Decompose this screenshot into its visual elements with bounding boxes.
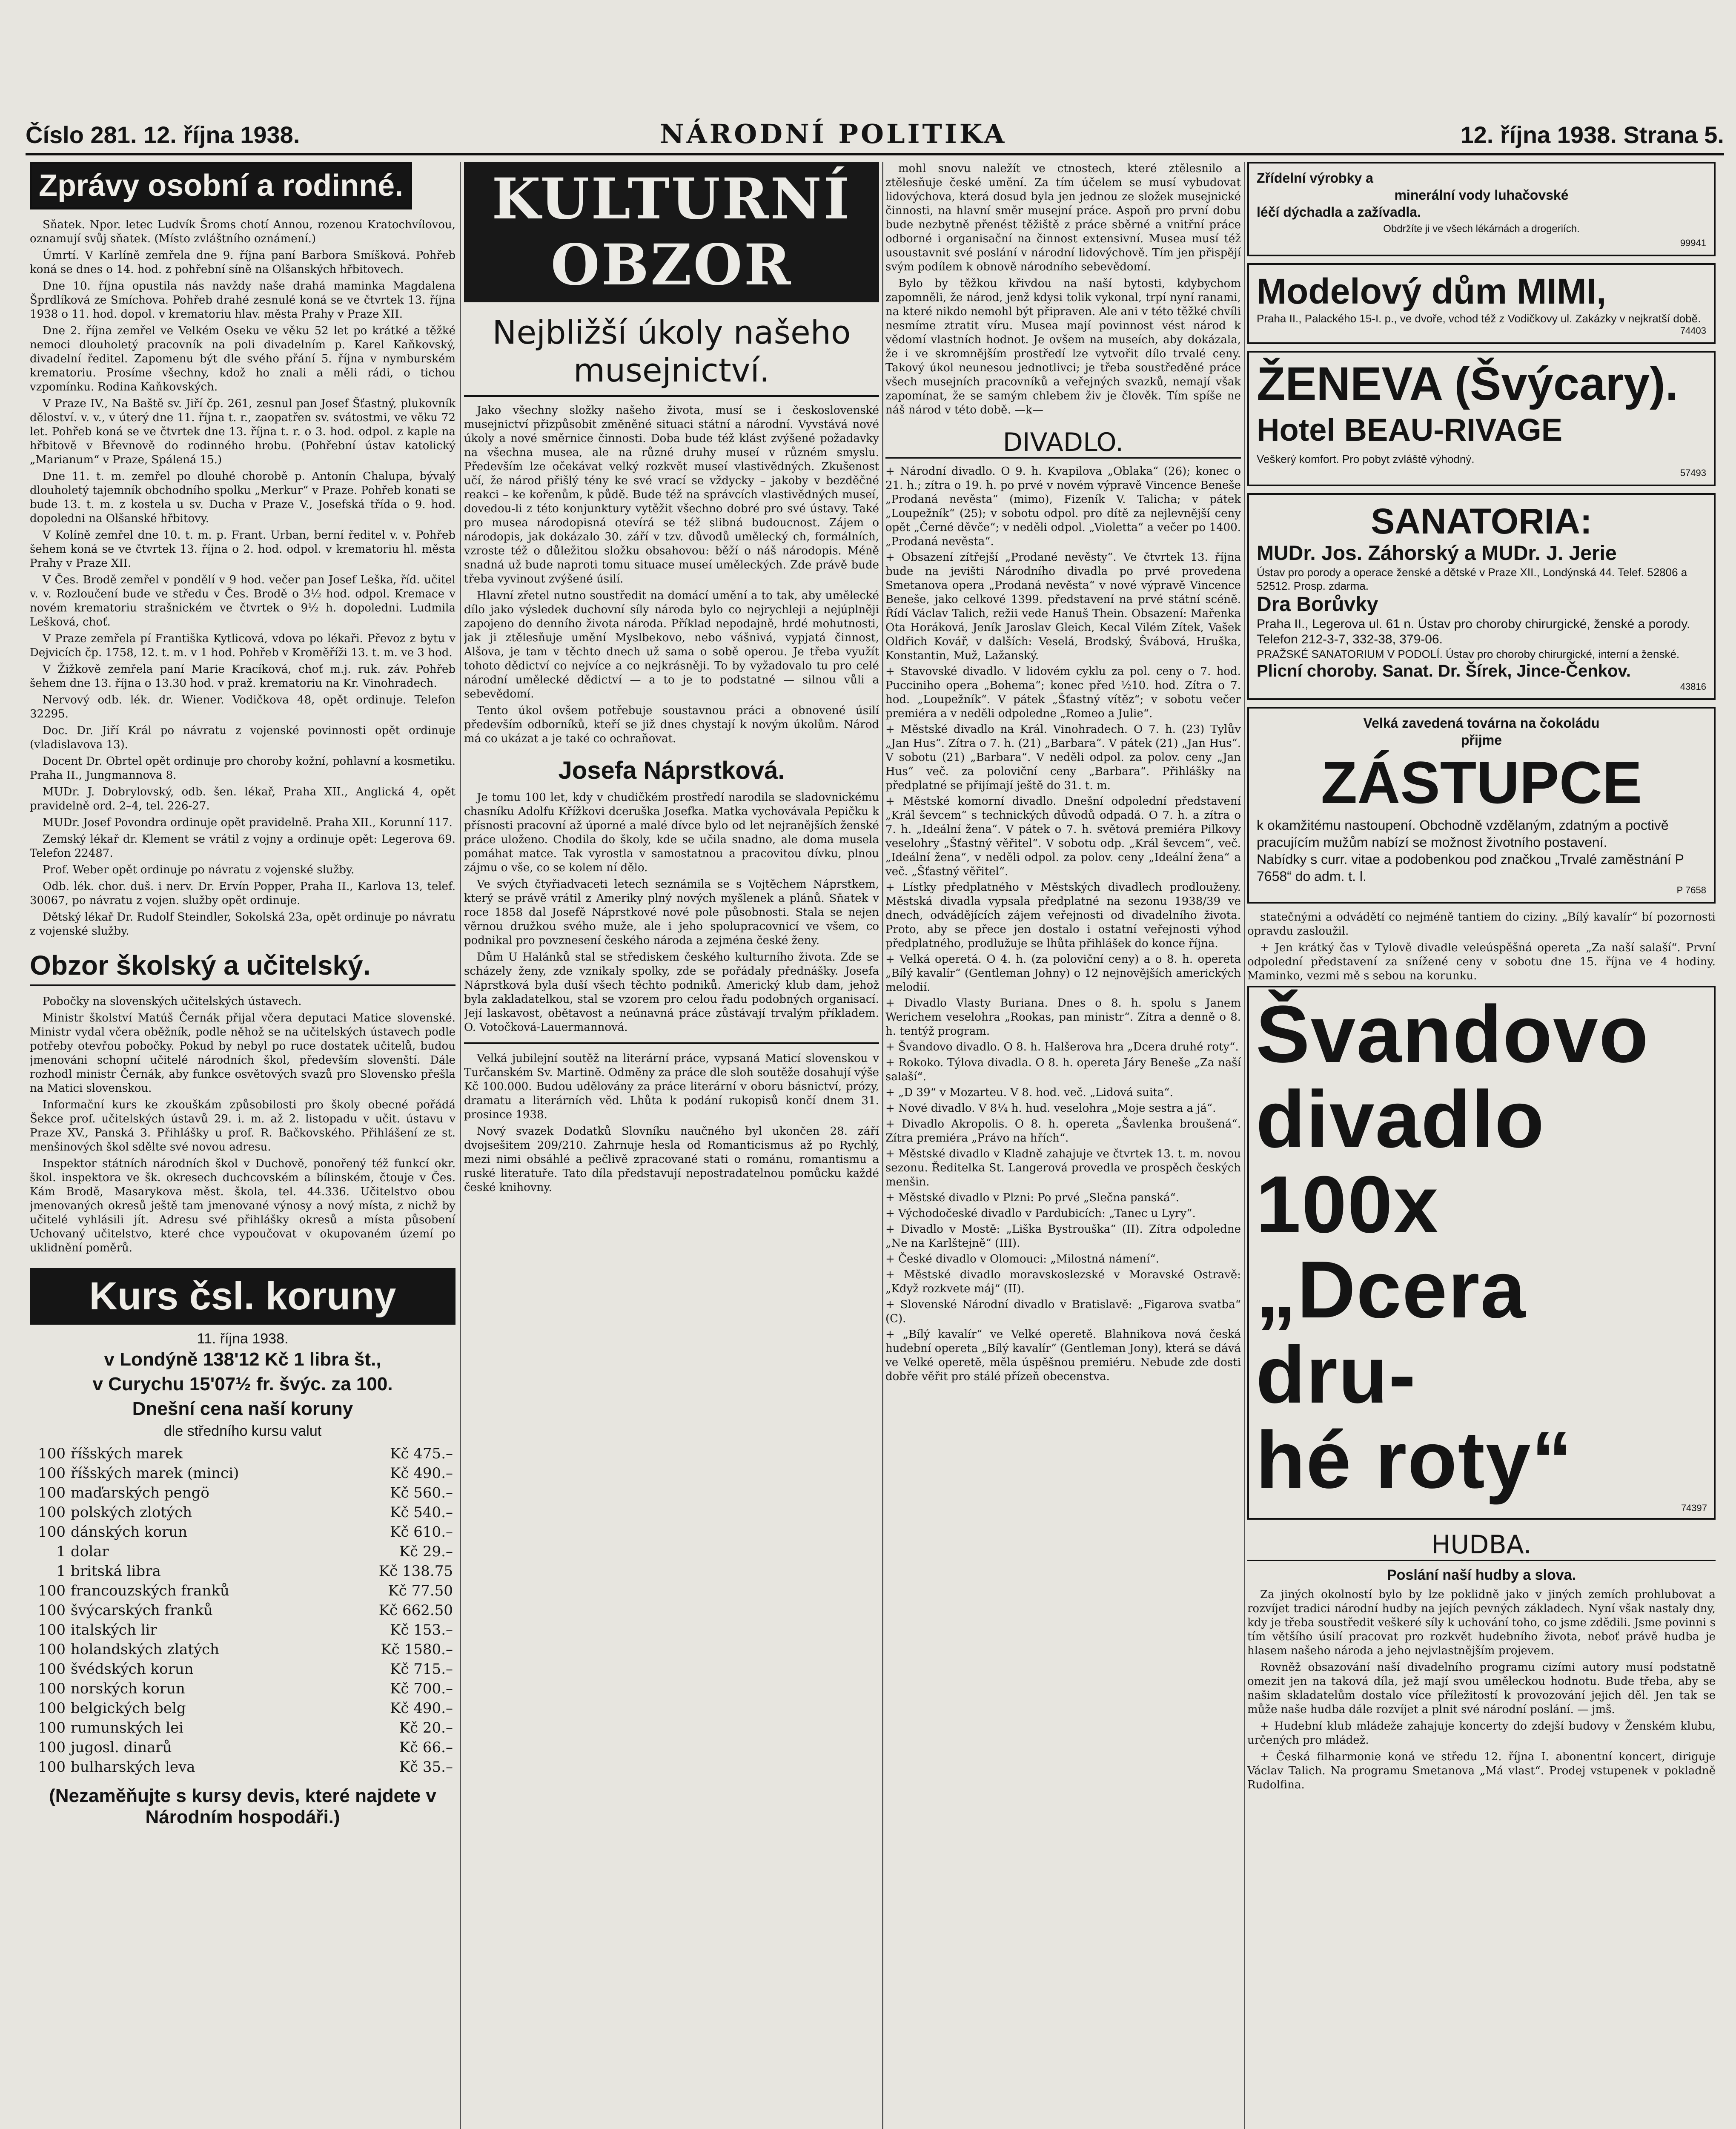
currency-label: dánských korun bbox=[71, 1524, 188, 1541]
ad-chocolate-line2: přijme bbox=[1461, 732, 1502, 748]
section-heading-school: Obzor školský a učitelský. bbox=[30, 950, 455, 986]
ad-chocolate-title: ZÁSTUPCE bbox=[1321, 749, 1642, 816]
currency-row bbox=[30, 1757, 455, 1777]
theatre-listing: + Slovenské Národní divadlo v Bratislavě: „Figarova svatba“ (C). bbox=[885, 1298, 1241, 1325]
column-divider bbox=[1244, 162, 1245, 2129]
theatre-listing: + Nové divadlo. V 8¼ h. hud. veselohra „Moje sestra a já“. bbox=[885, 1102, 1216, 1115]
ad-svandovo-line1: Švandovo bbox=[1256, 989, 1649, 1079]
ad-code: 57493 bbox=[1680, 468, 1706, 478]
currency-val: Kč 138.75 bbox=[378, 1563, 453, 1580]
currency-val: Kč 153.– bbox=[390, 1621, 453, 1638]
personal-notice: Nervový odb. lék. dr. Wiener. Vodičkova 48, opět ordinuje. Telefon 32295. bbox=[30, 694, 455, 720]
currency-label: rumunských lei bbox=[71, 1719, 184, 1736]
currency-row bbox=[30, 1601, 455, 1620]
culture-notice: Velká jubilejní soutěž na literární práce, vypsaná Maticí slovenskou v Turčanském Sv. Martině. Odměny za práce dle sloh soutěže dosahují výše Kč 100.000. Budou udělovány za práce literární v oboru básnictví, prózy, dramatu a literárních věd. Lhůta k podání rukopisů končí dnem 31. prosince 1938. bbox=[464, 1052, 879, 1121]
currency-num: 100 bbox=[38, 1504, 66, 1521]
ad-sanatoria-text1: Ústav pro porody a operace ženské a dětské v Praze XII., Londýnská 44. Telef. 52806 a 52512. Prosp. zdarma. bbox=[1257, 566, 1687, 592]
personal-notice: V Praze zemřela pí Františka Kytlicová, vdova po lékaři. Převoz z bytu v Dejvicích čp. 1758, 12. t. m. v 1 hod. Pohřeb v Kroměříži 13. t. m. ve 3 hod. bbox=[30, 632, 455, 659]
currency-num: 100 bbox=[38, 1465, 66, 1482]
personal-notice: MUDr. J. Dobrylovský, odb. šen. lékař, Praha XII., Anglická 4, opět pravidelně ord. 2–4, tel. 226-27. bbox=[30, 786, 455, 812]
column-culture bbox=[464, 162, 879, 2129]
ad-mimi bbox=[1247, 263, 1716, 344]
culture-section-title: KULTURNÍ OBZOR bbox=[464, 162, 879, 302]
ad-code: 74403 bbox=[1680, 325, 1706, 336]
article-museums-title: Nejbližší úkoly našeho musejnictví. bbox=[464, 313, 879, 397]
currency-label: italských lir bbox=[71, 1621, 157, 1638]
currency-val: Kč 715.– bbox=[390, 1661, 453, 1678]
theatre-listing: + Východočeské divadlo v Pardubicích: „Tanec u Lyry“. bbox=[885, 1207, 1196, 1220]
currency-val: Kč 662.50 bbox=[378, 1602, 453, 1619]
personal-notice: Dne 2. října zemřel ve Velkém Oseku ve věku 52 let po krátké a těžké nemoci dlouholetý pracovník na poli divadelním p. Karel Kaňkovský, divadelní ředitel. Zapomenu být dle svého přání 5. října v nymburském krematoriu. Prosíme všechny, kdož ho znali a měli rádi, o tichou vzpomínku. Rodina Kaňkovských. bbox=[30, 324, 455, 393]
currency-heading: Kurs čsl. koruny bbox=[30, 1268, 455, 1325]
ad-luhacovice-line2: minerální vody luhačovské bbox=[1394, 187, 1569, 203]
theatre-listing: + Divadlo v Mostě: „Liška Bystrouška“ (II). Zítra odpoledne „Ne na Karlštejně“ (III). bbox=[885, 1223, 1241, 1250]
ad-chocolate-contact: Nabídky s curr. vitae a podobenkou pod značkou „Trvalé zaměstnání P 7658“ do adm. t. l. bbox=[1257, 852, 1684, 884]
currency-label: norských korun bbox=[71, 1680, 185, 1697]
currency-row bbox=[30, 1581, 455, 1601]
school-notice: Pobočky na slovenských učitelských ústavech. bbox=[43, 995, 302, 1008]
museums-continuation bbox=[885, 162, 1241, 417]
ad-luhacovice bbox=[1247, 162, 1716, 256]
theatre-listing: + Městské divadlo v Kladně zahajuje ve čtvrtek 13. t. m. novou sezonu. Ředitelka St. Langerová provedla ve prospěch českých menšin. bbox=[885, 1148, 1241, 1188]
ad-luhacovice-line4: Obdržíte ji ve všech lékárnách a drogeriích. bbox=[1383, 223, 1580, 235]
currency-num: 100 bbox=[38, 1641, 66, 1658]
currency-row bbox=[30, 1463, 455, 1483]
column-divider bbox=[460, 162, 461, 2129]
theatre-listing: + Městské divadlo v Plzni: Po prvé „Slečna panská“. bbox=[885, 1191, 1180, 1204]
london-rate: v Londýně 138'12 Kč 1 libra št., bbox=[104, 1349, 381, 1370]
currency-row bbox=[30, 1503, 455, 1522]
music-article bbox=[1247, 1588, 1716, 1792]
currency-val: Kč 475.– bbox=[390, 1445, 453, 1462]
personal-notice: Odb. lék. chor. duš. i nerv. Dr. Ervín Popper, Praha II., Karlova 13, telef. 30067, po návratu z vojen. služby opět ordinuje. bbox=[30, 880, 455, 907]
currency-subheading: Dnešní cena naší koruny bbox=[132, 1398, 353, 1419]
currency-num: 100 bbox=[38, 1582, 66, 1599]
ad-geneva bbox=[1247, 351, 1716, 486]
currency-val: Kč 29.– bbox=[399, 1543, 453, 1560]
ad-chocolate-text: k okamžitému nastoupení. Obchodně vzdělaným, zdatným a poctivě pracujícím mužům nabízí se možnost životního postavení. bbox=[1257, 818, 1669, 850]
theatre-listing: + Švandovo divadlo. O 8. h. Halšerova hra „Dcera druhé roty“. bbox=[885, 1041, 1239, 1053]
column-personal-news bbox=[30, 162, 455, 2129]
currency-label: polských zlotých bbox=[71, 1504, 192, 1521]
masthead bbox=[26, 115, 1724, 155]
currency-val: Kč 77.50 bbox=[388, 1582, 453, 1599]
article-naprstkova-body bbox=[464, 791, 879, 1035]
ad-mimi-title: Modelový dům MIMI, bbox=[1257, 271, 1607, 311]
ad-sanatoria-doctors: MUDr. Jos. Záhorský a MUDr. J. Jerie bbox=[1257, 542, 1617, 565]
currency-label: francouzských franků bbox=[71, 1582, 229, 1599]
divider bbox=[464, 1042, 879, 1044]
theatre-listing: + „D 39“ v Mozarteu. V 8. hod. več. „Lidová suita“. bbox=[885, 1086, 1173, 1099]
currency-label: holandských zlatých bbox=[71, 1641, 220, 1658]
ad-chocolate-line1: Velká zavedená továrna na čokoládu bbox=[1363, 715, 1600, 731]
ad-luhacovice-line3: léčí dýchadla a zažívadla. bbox=[1257, 204, 1421, 220]
currency-val: Kč 490.– bbox=[390, 1700, 453, 1717]
personal-notice: Prof. Weber opět ordinuje po návratu z vojenské služby. bbox=[43, 864, 355, 876]
currency-row bbox=[30, 1483, 455, 1503]
currency-num: 100 bbox=[38, 1602, 66, 1619]
personal-notice: Doc. Dr. Jiří Král po návratu z vojenské povinnosti opět ordinuje (vladislavova 13). bbox=[30, 724, 455, 751]
column-ads-music bbox=[1247, 162, 1716, 2129]
ad-geneva-title: ŽENEVA (Švýcary). bbox=[1257, 358, 1679, 410]
currency-row bbox=[30, 1738, 455, 1757]
theatre-listing: + Národní divadlo. O 9. h. Kvapilova „Oblaka“ (26); konec o 21. h.; zítra o 19. h. po prvé v novém výpravě Vincence Beneše „Prodaná nevěsta“ (mimo), Fizeník V. Talicha; v pátek „Loupežník“ (25); v sobotu odpol. pro dítě za nejlevnější ceny opět „Černé děvče“; v neděli odpol. „Violetta“ a večer po 1400. „Prodaná nevěsta“. bbox=[885, 465, 1241, 548]
article-paragraph: mohl snovu naležít ve ctnostech, které ztělesnilo a ztělesňuje české umění. Za tím účelem se musí vybudovat lidovýchova, která dosud byla jen jednou ze složek musejnické činnosti, na hlavní směr musejní práce. Aspoň pro první dobu bude nezbytně přenést těžiště z práce sběrné a vnitřní práce odborné i organisační na činnost extensivní. Musea musí též usoustavnit své poslání v národní lidovýchově. Tím jen přispějí svým podílem k obnově národního sebevědomí. bbox=[885, 162, 1241, 273]
currency-row bbox=[30, 1522, 455, 1542]
currency-num: 1 bbox=[56, 1543, 66, 1560]
ad-code: 74397 bbox=[1681, 1503, 1707, 1513]
theatre-listing: + Velká operetá. O 4. h. (za poloviční ceny) a o 8. h. opereta „Bílý kavalír“ (Gentleman Johny) o 12 nejnovějších amerických melodií. bbox=[885, 953, 1241, 994]
ad-code: P 7658 bbox=[1676, 885, 1706, 895]
currency-val: Kč 540.– bbox=[390, 1504, 453, 1521]
currency-num: 100 bbox=[38, 1621, 66, 1638]
currency-num: 100 bbox=[38, 1680, 66, 1697]
bily-kavalir-end: statečnými a odvádětí co nejméně tantiem do ciziny. „Bílý kavalír“ bí pozornosti opravdu zasloužil. bbox=[1247, 911, 1716, 938]
personal-notice: V Čes. Brodě zemřel v pondělí v 9 hod. večer pan Josef Leška, říd. učitel v. v. Rozloučení bude ve středu v Čes. Brodě o 3½ hod. odpol. Kremace v novém krematoriu strašnickém ve čtvrtek o 9½ h. dopoledni. Ludmila Lešková, choť. bbox=[30, 574, 455, 628]
section-heading-theatre: DIVADLO. bbox=[885, 428, 1241, 459]
currency-val: Kč 1580.– bbox=[381, 1641, 453, 1658]
currency-val: Kč 700.– bbox=[390, 1680, 453, 1697]
tyl-theatre-note: + Jen krátký čas v Tylově divadle veleúspěšná opereta „Za naší salaší“. První odpolední představení za snížené ceny v sobotu dne 15. října ve 4 hodiny. Maminko, vezmi mě s sebou na korunku. bbox=[1247, 941, 1716, 982]
article-paragraph: Bylo by těžkou křivdou na naší bytosti, kdybychom zapomněli, že národ, jenž kdysi tolik vykonal, trpí nyní ranami, na které nikdo nemohl být připraven. Ale ani v této těžké chvíli nesmíme ztratit víru. Musea mají povinnost vést národ k vědomí vlastních hodnot. Je ovšem na museích, aby dokázala, že i ve skromnějším prostředí lze vytvořit dílo trvalé ceny. Takový úkol neunesou jednotlivci; je třeba soustředěné práce všech musejních pracovníků a veřejných svazků, nemají však zapomínat, že se samým chlebem živ je člověk. Tím spíše ne náš národ v této době. —k— bbox=[885, 277, 1241, 416]
currency-table bbox=[30, 1444, 455, 1777]
currency-label: švýcarských franků bbox=[71, 1602, 213, 1619]
personal-notice: MUDr. Josef Povondra ordinuje opět pravidelně. Praha XII., Korunní 117. bbox=[43, 816, 453, 829]
currency-label: bulharských leva bbox=[71, 1759, 195, 1776]
theatre-listing: + Divadlo Vlasty Buriana. Dnes o 8. h. spolu s Janem Werichem veselohra „Rookas, pan ministr“. Zítra a denně o 8. h. tentýž program. bbox=[885, 997, 1241, 1038]
ad-sanatoria-lungs: Plicní choroby. Sanat. Dr. Šírek, Jince-Čenkov. bbox=[1257, 662, 1631, 680]
currency-label: švédských korun bbox=[71, 1661, 194, 1678]
article-paragraph: Hlavní zřetel nutno soustředit na domácí umění a to tak, aby umělecké dílo jako výsledek duchovní síly národa bylo co nejrychleji a nejúplněji zapojeno do denního života národa. Příklad nepodajně, hrdé mohutnosti, jak ji ztělesňuje umění Myslbekovo, nebo vášnivá, vypjatá činnost, Alšova, je tam v těchto dnech už sama o sobě operou. Je třeba využít tohoto dědictví co nejvíce a co nejkrásněji. To by vyžadovalo tu pro celé národní umělecké dědictví — a to je to podstatné — silnou vůli a sebevědomí. bbox=[464, 589, 879, 700]
currency-num: 1 bbox=[56, 1563, 66, 1580]
theatre-listing: + Rokoko. Týlova divadla. O 8. h. opereta Járy Beneše „Za naší salaší“. bbox=[885, 1056, 1241, 1083]
currency-val: Kč 20.– bbox=[399, 1719, 453, 1736]
theatre-listing: + Stavovské divadlo. V lidovém cyklu za pol. ceny o 7. hod. Pucciniho opera „Bohema“; konec před ½10. hod. Zítra o 7. hod. „Loupežník“. V pátek „Šťastný vítěz“; v sobotu večer premiéra a v neděli odpoledne „Romeo a Julie“. bbox=[885, 665, 1241, 720]
currency-row bbox=[30, 1659, 455, 1679]
ad-luhacovice-line1: Zřídelní výrobky a bbox=[1257, 170, 1373, 186]
currency-label: dolar bbox=[71, 1543, 109, 1560]
theatre-program bbox=[885, 465, 1241, 1384]
section-heading-personal: Zprávy osobní a rodinné. bbox=[30, 162, 412, 209]
school-notice: Informační kurs ke zkouškám způsobilosti pro školy obecné pořádá Šekce prof. učitelských ústavů 29. i. m. až 2. listopadu v učit. ústavu v Praze XV., Panská 3. Přihlášky u prof. R. Bačkovského. Přihlášení ze st. menšinových škol sdělte své novou adresu. bbox=[30, 1099, 455, 1153]
ad-geneva-text: Veškerý komfort. Pro pobyt zvláště výhodný. bbox=[1257, 453, 1475, 465]
music-paragraph: Za jiných okolností bylo by lze poklidně jako v jiných zemích prohlubovat a rozvíjet tradici národní hudby na jejích pevných základech. Nyní však nastaly dny, kdy je třeba soustředit veškeré síly k uchování toho, co jsme zdědili. Jsme povinni s tím většího úsilí pracovat pro rozkvět hudebního života, neboť právě hudba je hlasem našeho národa a jeho nejvlastnějším projevem. bbox=[1247, 1588, 1716, 1657]
ad-sanatoria-boruvka: Dra Borůvky bbox=[1257, 593, 1378, 616]
zurich-rate: v Curychu 15'07½ fr. švýc. za 100. bbox=[92, 1374, 393, 1394]
ad-svandovo bbox=[1247, 986, 1716, 1520]
article-museums-body bbox=[464, 404, 879, 746]
currency-row bbox=[30, 1542, 455, 1561]
currency-val: Kč 66.– bbox=[399, 1739, 453, 1756]
ad-sanatoria-title: SANATORIA: bbox=[1371, 501, 1592, 541]
article-paragraph: Tento úkol ovšem potřebuje soustavnou práci a obnovené úsilí především odborníků, kteří se již dnes chystají k novým úkolům. Národ má co ukázat a je také co ochraňovat. bbox=[464, 704, 879, 745]
currency-num: 100 bbox=[38, 1700, 66, 1717]
theatre-listing: + Divadlo Akropolis. O 8. h. opereta „Šavlenka broušená“. Zítra premiéra „Právo na hřích“. bbox=[885, 1118, 1241, 1145]
currency-num: 100 bbox=[38, 1739, 66, 1756]
currency-num: 100 bbox=[38, 1719, 66, 1736]
currency-row bbox=[30, 1718, 455, 1738]
theatre-listing: + České divadlo v Olomouci: „Milostná námení“. bbox=[885, 1253, 1159, 1265]
currency-label: říšských marek (minci) bbox=[71, 1465, 239, 1482]
newspaper-title: NÁRODNÍ POLITIKA bbox=[660, 118, 1007, 149]
currency-label: říšských marek bbox=[71, 1445, 183, 1462]
currency-row bbox=[30, 1640, 455, 1659]
article-paragraph: Dům U Halánků stal se střediskem českého kulturního života. Zde se scházely ženy, zde vznikaly spolky, zde se pořádaly přednášky. Josefa Náprstková byla duší všech těchto podniků. Americký klub dam, jehož byla zakladatelkou, stal se vzorem pro celou řadu podobných organisací. Její laskavost, obětavost a neúnavná práce zůstávají trvalým příkladem. O. Votočková-Lauermannová. bbox=[464, 951, 879, 1034]
currency-row bbox=[30, 1679, 455, 1699]
currency-val: Kč 560.– bbox=[390, 1484, 453, 1501]
ad-sanatoria-text3: PRAŽSKÉ SANATORIUM V PODOLÍ. Ústav pro choroby chirurgické, interní a ženské. bbox=[1257, 648, 1680, 660]
theatre-listing: + Městské divadlo na Král. Vinohradech. O 7. h. (23) Tylův „Jan Hus“. Zítra o 7. h. (21) „Barbara“. V pátek (21) „Jan Hus“. V sobotu (21) „Barbara“. V neděli odpol. za polov. ceny „Jan Hus“ več. za poloviční ceny „Barbara“. Přihlášky na předplatné se přijímají ještě do 31. t. m. bbox=[885, 723, 1241, 792]
ad-svandovo-line3: „Dcera dru- bbox=[1256, 1245, 1527, 1420]
personal-notice: V Kolíně zemřel dne 10. t. m. p. Frant. Urban, berní ředitel v. v. Pohřeb šehem koná se ve čtvrtek 13. října o 2. hod. odpol. v krematoriu hl. města Prahy v Praze XII. bbox=[30, 529, 455, 570]
currency-num: 100 bbox=[38, 1524, 66, 1541]
currency-val: Kč 35.– bbox=[399, 1759, 453, 1776]
music-paragraph: + Česká filharmonie koná ve středu 12. října I. abonentní koncert, diriguje Václav Talich. Na programu Smetanova „Má vlast“. Prodej vstupenek v pokladně Rudolfina. bbox=[1247, 1750, 1716, 1791]
currency-num: 100 bbox=[38, 1445, 66, 1462]
article-naprstkova-title: Josefa Náprstková. bbox=[558, 757, 785, 784]
currency-num: 100 bbox=[38, 1661, 66, 1678]
theatre-listing: + Městské divadlo moravskoslezské v Moravské Ostravě: „Když rozkvete máj“ (II). bbox=[885, 1268, 1241, 1295]
theatre-listing: + Obsazení zítřejší „Prodané nevěsty“. Ve čtvrtek 13. října bude na jevišti Národního divadla po prvé provedena Smetanova opera „Prodaná nevěsta“ v nové výpravě Vincence Beneše, jako celkové 1399. představení na prvé státní scéně. Řídí Václav Talich, režii vede Hanuš Thein. Obsazení: Mařenka Ota Horáková, Jeník Jaroslav Gleich, Kecal Vilém Zítek, Vašek Oldřich Kovář, v dalších: Veselá, Brodský, Švábová, Hruška, Konstantin, Muž, Lažanský. bbox=[885, 551, 1241, 662]
currency-date: 11. října 1938. bbox=[197, 1331, 289, 1347]
personal-notice: Sňatek. Npor. letec Ludvík Šroms chotí Annou, rozenou Kratochvílovou, oznamují svůj sňatek. (Místo zvláštního oznámení.) bbox=[30, 218, 455, 245]
personal-notice: Docent Dr. Obrtel opět ordinuje pro choroby kožní, pohlavní a kosmetiku. Praha II., Jungmannova 8. bbox=[30, 755, 455, 782]
date-page: 12. října 1938. Strana 5. bbox=[1460, 121, 1724, 148]
music-paragraph: Rovněž obsazování naší divadelního programu cizími autory musí podstatně omezit jen na taková díla, jež mají svou uměleckou hodnotu. Bude třeba, aby se našim skladatelům dostalo více příležitostí k provozování jejich děl. Jen tak se může naše hudba dále rozvíjet a plnit své národní poslání. — jmš. bbox=[1247, 1661, 1716, 1716]
currency-label: jugosl. dinarů bbox=[71, 1739, 172, 1756]
currency-row bbox=[30, 1699, 455, 1718]
ad-sanatoria bbox=[1247, 493, 1716, 700]
ad-sanatoria-text2: Praha II., Legerova ul. 61 n. Ústav pro choroby chirurgické, ženské a porody. Telefon 212-3-7, 332-38, 379-06. bbox=[1257, 617, 1690, 646]
school-notice: Inspektor státních národních škol v Duchově, ponořený též funkcí okr. škol. inspektora ve šk. okresech duchcovském a bílinském, čtouje v Čes. Kám Brodě, Masarykova měst. škola, tel. 44.336. Učitelstvo obou jmenovaných okresů ještě tam jmenované výnosy a nový místa, z nichž by učitelé vyhlásili jít. Adresu své přihlášky okresů a místa působení Uchovaný učitelstvo, které chce vypoučovat v okupovaném území po uklidnění poměrů. bbox=[30, 1157, 455, 1254]
currency-val: Kč 490.– bbox=[390, 1465, 453, 1482]
theatre-listing: + Městské komorní divadlo. Dnešní odpolední představení „Král ševcem“ s technických důvodů odpadá. O 7. h. a zítra o 7. h. „Ideální žena“. V pátek o 7. h. světová premiéra Pilkovy veselohry „Šťastný věřitel“. V sobotu odp. „Král ševcem“, več. „Ideální žena“, v neděli odpol. za polov. ceny „Ideální žena“ a več. „Šťastný věřitel“. bbox=[885, 795, 1241, 878]
article-paragraph: Ve svých čtyřiadvaceti letech seznámila se s Vojtěchem Náprstkem, který se právě vrátil z Ameriky plný nových myšlenek a plánů. Sňatek v roce 1858 dal Josefě Náprstkové nové pole působnosti. Stala se nejen věrnou družkou svého muže, ale i jeho spolupracovnicí ve všem, co podnikal pro povznesení českého národa a zejména české ženy. bbox=[464, 878, 879, 947]
article-paragraph: Jako všechny složky našeho života, musí se i československé musejnictví přizpůsobit změněné situaci státní a národní. Vyvstává nové úkoly a nové směrnice činnosti. Doba bude též klást zvýšené požadavky na všechna musea, ale na různé druhy museí v různém smyslu. Především lze očekávat velký rozkvět museí vlastivědných. Zkušenost učí, že národ přišlý tény ke své vrací se vždycky – jakoby v bezděčné reakci – ke kořenům, k půdě. Bude též na správcích vlastivědných museí, dovedou-li z této konjunktury vytěžit všechno dobré pro své ústavy. Také pro musea národopisná otevírá se též slibná budoucnost. Zájem o národopis, jak dokázalo 30. září v tzv. důvodů umělecký ch, formálních, vzroste též o důležitou složku obsahovou: běží o náš národopis. Méně snadná už bude naproti tomu situace museí uměleckých. Zde právě bude třeba vyvinout zvýšené úsilí. bbox=[464, 404, 879, 585]
currency-note: dle středního kursu valut bbox=[163, 1423, 322, 1439]
currency-label: maďarských pengö bbox=[71, 1484, 209, 1501]
music-paragraph: + Hudební klub mládeže zahajuje koncerty do zdejší budovy v Ženském klubu, určených pro mládež. bbox=[1247, 1720, 1716, 1747]
currency-row bbox=[30, 1561, 455, 1581]
issue-number: Číslo 281. 12. října 1938. bbox=[26, 121, 300, 148]
column-theatre bbox=[885, 162, 1241, 2129]
currency-row bbox=[30, 1620, 455, 1640]
currency-val: Kč 610.– bbox=[390, 1524, 453, 1541]
currency-num: 100 bbox=[38, 1484, 66, 1501]
currency-row bbox=[30, 1444, 455, 1463]
personal-notice: Zemský lékař dr. Klement se vrátil z vojny a ordinuje opět: Legerova 69. Telefon 22487. bbox=[30, 833, 455, 860]
theatre-listing: + „Bílý kavalír“ ve Velké operetě. Blahnikova nová česká hudební opereta „Bílý kavalír“ (Gentleman Jony), která se dává ve Velké operetě, měla úspěšnou premiéru. Nebude zde dosti dobře věřit pro stálé přízeň obecenstva. bbox=[885, 1328, 1241, 1383]
currency-label: britská libra bbox=[71, 1563, 161, 1580]
article-paragraph: Je tomu 100 let, kdy v chudičkém prostředí narodila se sladovnickému chasníku Adolfu Křížkovi dceruška Josefka. Matka vychovávala Pepičku k přísnosti pracovní až úporné a malé dívce bylo od let nejranějších ženské práce uloženo. Chodila do školy, kde se učila snadno, ale doma musela pomáhat matce. Tak vyrostla v samostatnou a pracovitou dívku, plnou zájmu o vše, co se kolem ní dělo. bbox=[464, 791, 879, 874]
personal-notice: Dětský lékař Dr. Rudolf Steindler, Sokolská 23a, opět ordinuje po návratu z vojenské služby. bbox=[30, 911, 455, 938]
school-notice: Ministr školství Matúš Černák přijal včera deputaci Matice slovenské. Ministr vydal včera oběžník, podle něhož se na učitelských ústavech podle potřeby otevřou pobočky. Pokud by nebyl po ruce dostatek učitelů, budou jmenováni schopní učitelé národních škol, především slovenští. Dále rozhodl ministr Černák, aby funkce osvětových svazů pro Slovensko přešla na Matici slovenskou. bbox=[30, 1012, 455, 1095]
culture-notices bbox=[464, 1052, 879, 1195]
currency-footer: (Nezaměňujte s kursy devis, které najdete v Národním hospodáři.) bbox=[49, 1785, 436, 1828]
school-news-list bbox=[30, 995, 455, 1255]
personal-notice: V Žižkově zemřela paní Marie Kracíková, choť m.j. ruk. záv. Pohřeb šehem dne 13. října o 13.30 hod. v praž. krematoriu na Kr. Vinohradech. bbox=[30, 663, 455, 690]
currency-num: 100 bbox=[38, 1759, 66, 1776]
column-divider bbox=[882, 162, 883, 2129]
ad-code: 99941 bbox=[1680, 238, 1706, 248]
personal-news-list bbox=[30, 218, 455, 938]
personal-notice: V Praze IV., Na Baště sv. Jiří čp. 261, zesnul pan Josef Šťastný, plukovník děloství. v. v., v úterý dne 11. října t. r., zaopatřen sv. svátostmi, ve věku 72 let. Pohřeb koná se ve čtvrtek dne 13. října t. r. o 3. hod. odpol. z kaple na hřbitově v Břevnově do rodinného hrobu. (Pohřební ústav katolický „Marianum“ v Praze, Spálená 15.) bbox=[30, 397, 455, 466]
section-heading-music: HUDBA. bbox=[1247, 1530, 1716, 1561]
ad-mimi-text: Praha II., Palackého 15-I. p., ve dvoře, vchod též z Vodičkovy ul. Zakázky v nejkratší době. bbox=[1257, 312, 1701, 325]
ad-svandovo-line4: hé roty“ bbox=[1256, 1415, 1573, 1505]
ad-svandovo-line2: divadlo 100x bbox=[1256, 1074, 1545, 1250]
music-subheading: Poslání naší hudby a slova. bbox=[1387, 1567, 1576, 1583]
ad-chocolate bbox=[1247, 707, 1716, 904]
ad-code: 43816 bbox=[1680, 681, 1706, 692]
personal-notice: Úmrtí. V Karlíně zemřela dne 9. října paní Barbora Smíšková. Pohřeb koná se dnes o 14. hod. z pohřební síně na Olšanských hřbitovech. bbox=[30, 249, 455, 276]
personal-notice: Dne 10. října opustila nás navždy naše drahá maminka Magdalena Šprdlíková ze Smíchova. Pohřeb drahé zesnulé koná se ve čtvrtek 13. října 1938 o 11. hod. dopol. v krematoriu hlav. města Prahy v Praze XII. bbox=[30, 280, 455, 321]
theatre-listing: + Lístky předplatného v Městských divadlech prodlouženy. Městská divadla vypsala předplatné na sezonu 1938/39 ve dnech, odvádějících zájem veřejnosti od divadelního života. Proto, aby se přece jen dostalo i ostatní veřejnosti výhod předplatného, prodlužuje se lhůta přihlášek do konce října. bbox=[885, 881, 1241, 950]
ad-geneva-hotel: Hotel BEAU-RIVAGE bbox=[1257, 412, 1563, 448]
currency-label: belgických belg bbox=[71, 1700, 186, 1717]
culture-notice: Nový svazek Dodatků Slovníku naučného byl ukončen 28. září dvojsešitem 209/210. Zahrnuje hesla od Romanticismus až po Rychlý, mezi nimi obsáhlé a pečlivě zpracované stati o románu, romantismu a ruské literatuře. Tato díla představují nepostradatelnou pomůcku každé české knihovny. bbox=[464, 1125, 879, 1194]
personal-notice: Dne 11. t. m. zemřel po dlouhé chorobě p. Antonín Chalupa, bývalý dlouholetý tajemník obchodního spolku „Merkur“ v Praze. Pohřeb konati se bude 13. t. m. z kostela u sv. Ducha v Praze V., Josefská třída o 9. hod. dopoledni na Olšanské hřbitovy. bbox=[30, 470, 455, 525]
